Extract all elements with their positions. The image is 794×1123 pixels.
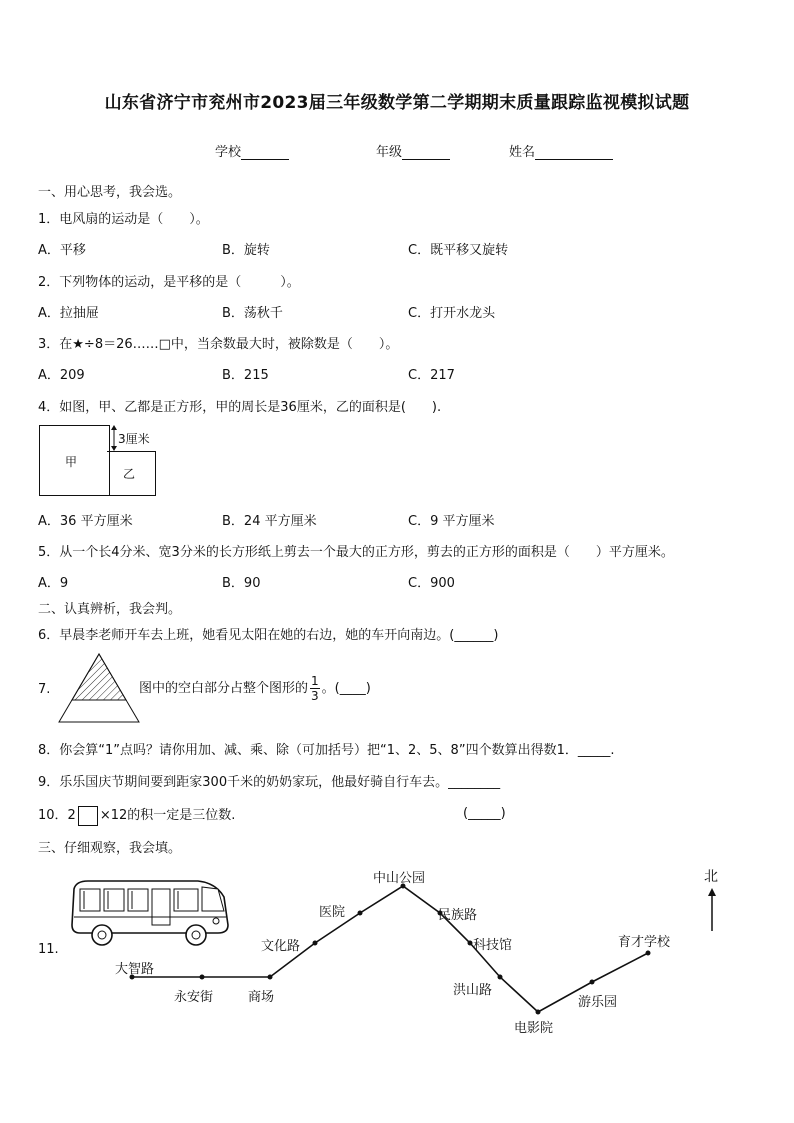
q1-option-a[interactable]: A．平移 [38, 243, 86, 258]
name-label: 姓名 [509, 145, 536, 160]
q7-number: 7. [38, 682, 51, 697]
q4-option-c[interactable]: C．9 平方厘米 [408, 514, 495, 529]
q2-option-a[interactable]: A．拉抽屉 [38, 306, 99, 321]
q7-post: 。(____) [321, 681, 371, 696]
q5-option-a[interactable]: A．9 [38, 576, 69, 591]
stop-hongshanlu [498, 975, 503, 980]
label-amusement-park: 游乐园 [578, 995, 618, 1010]
q10-post: ×12的积一定是三位数. [99, 808, 236, 823]
label-zhongshan-park: 中山公园 [373, 871, 426, 886]
q3-text: 3．在★÷8＝26……□中，当余数最大时，被除数是（ ）。 [38, 337, 399, 352]
stop-amusement-park [590, 980, 595, 985]
q10-pre: 10．2 [38, 808, 76, 823]
q3-option-c[interactable]: C．217 [408, 368, 455, 383]
school-label: 学校 [215, 145, 242, 160]
q1-text: 1．电风扇的运动是（ ）。 [38, 212, 209, 227]
page-title: 山东省济宁市兖州市2023届三年级数学第二学期期末质量跟踪监视模拟试题 [104, 93, 690, 113]
stop-kejiguan [468, 941, 473, 946]
triangle-figure [58, 653, 140, 723]
q2-option-b[interactable]: B．荡秋千 [222, 306, 283, 321]
q1-option-c[interactable]: C．既平移又旋转 [408, 243, 509, 258]
label-shangchang: 商场 [248, 990, 275, 1005]
section3-heading: 三、仔细观察，我会填。 [38, 841, 182, 856]
north-arrow-icon [705, 888, 719, 932]
grade-field [376, 141, 450, 160]
grade-label: 年级 [376, 145, 403, 160]
label-yiyuan: 医院 [319, 905, 346, 920]
label-wenhualu: 文化路 [261, 939, 301, 954]
school-field [215, 141, 289, 160]
label-dazhilu: 大智路 [115, 962, 155, 977]
q11-number: 11. [38, 942, 59, 957]
stop-yucai-school [646, 951, 651, 956]
square-yi-label: 乙 [123, 467, 136, 481]
q6-text: 6．早晨李老师开车去上班，她看见太阳在她的右边，她的车开向南边。(______) [38, 628, 499, 643]
q9-text: 9．乐乐国庆节期间要到距家300千米的奶奶家玩，他最好骑自行车去。________ [38, 775, 501, 790]
stop-yonganjie [200, 975, 205, 980]
stop-shangchang [268, 975, 273, 980]
q7-fraction [310, 674, 320, 703]
q5-text: 5．从一个长4分米、宽3分米的长方形纸上剪去一个最大的正方形，剪去的正方形的面积是（ ）平方厘米。 [38, 545, 674, 560]
label-cinema: 电影院 [514, 1021, 554, 1036]
stop-wenhualu [313, 941, 318, 946]
section1-heading: 一、用心思考，我会选。 [38, 185, 182, 200]
label-hongshanlu: 洪山路 [453, 983, 493, 998]
name-blank[interactable] [535, 145, 613, 160]
blank-square[interactable] [78, 806, 98, 826]
school-blank[interactable] [241, 145, 289, 160]
stop-yiyuan [358, 911, 363, 916]
square-yi [107, 451, 156, 496]
square-jia [39, 425, 110, 496]
section2-heading: 二、认真辨析，我会判。 [38, 602, 182, 617]
q4-text: 4．如图，甲、乙都是正方形，甲的周长是36厘米，乙的面积是( ). [38, 400, 442, 415]
label-yonganjie: 永安街 [174, 990, 214, 1005]
q3-option-b[interactable]: B．215 [222, 368, 269, 383]
q1-option-b[interactable]: B．旋转 [222, 243, 270, 258]
name-field [509, 141, 613, 160]
q3-option-a[interactable]: A．209 [38, 368, 85, 383]
north-label: 北 [704, 869, 718, 885]
fraction-denominator: 3 [311, 689, 319, 703]
q4-option-a[interactable]: A．36 平方厘米 [38, 514, 133, 529]
q5-option-c[interactable]: C．900 [408, 576, 455, 591]
label-minzulu: 民族路 [438, 908, 478, 923]
route-map [120, 860, 740, 1040]
square-jia-label: 甲 [65, 455, 78, 469]
q4-option-b[interactable]: B．24 平方厘米 [222, 514, 317, 529]
q7-pre: 图中的空白部分占整个图形的 [139, 681, 309, 696]
q10-text [38, 804, 235, 826]
q7-text [139, 674, 371, 703]
grade-blank[interactable] [402, 145, 450, 160]
q8-text: 8．你会算“1”点吗？请你用加、减、乘、除（可加括号）把“1、2、5、8”四个数算出得数1．_____. [38, 743, 615, 758]
q2-option-c[interactable]: C．打开水龙头 [408, 306, 496, 321]
label-kejiguan: 科技馆 [473, 938, 513, 953]
q5-option-b[interactable]: B．90 [222, 576, 261, 591]
dimension-label: 3厘米 [118, 432, 150, 446]
label-yucai-school: 育才学校 [618, 935, 671, 950]
q10-answer[interactable]: (_____) [463, 806, 506, 821]
q2-text: 2．下列物体的运动，是平移的是（ ）。 [38, 275, 300, 290]
fraction-numerator: 1 [311, 674, 319, 688]
stop-cinema [536, 1010, 541, 1015]
